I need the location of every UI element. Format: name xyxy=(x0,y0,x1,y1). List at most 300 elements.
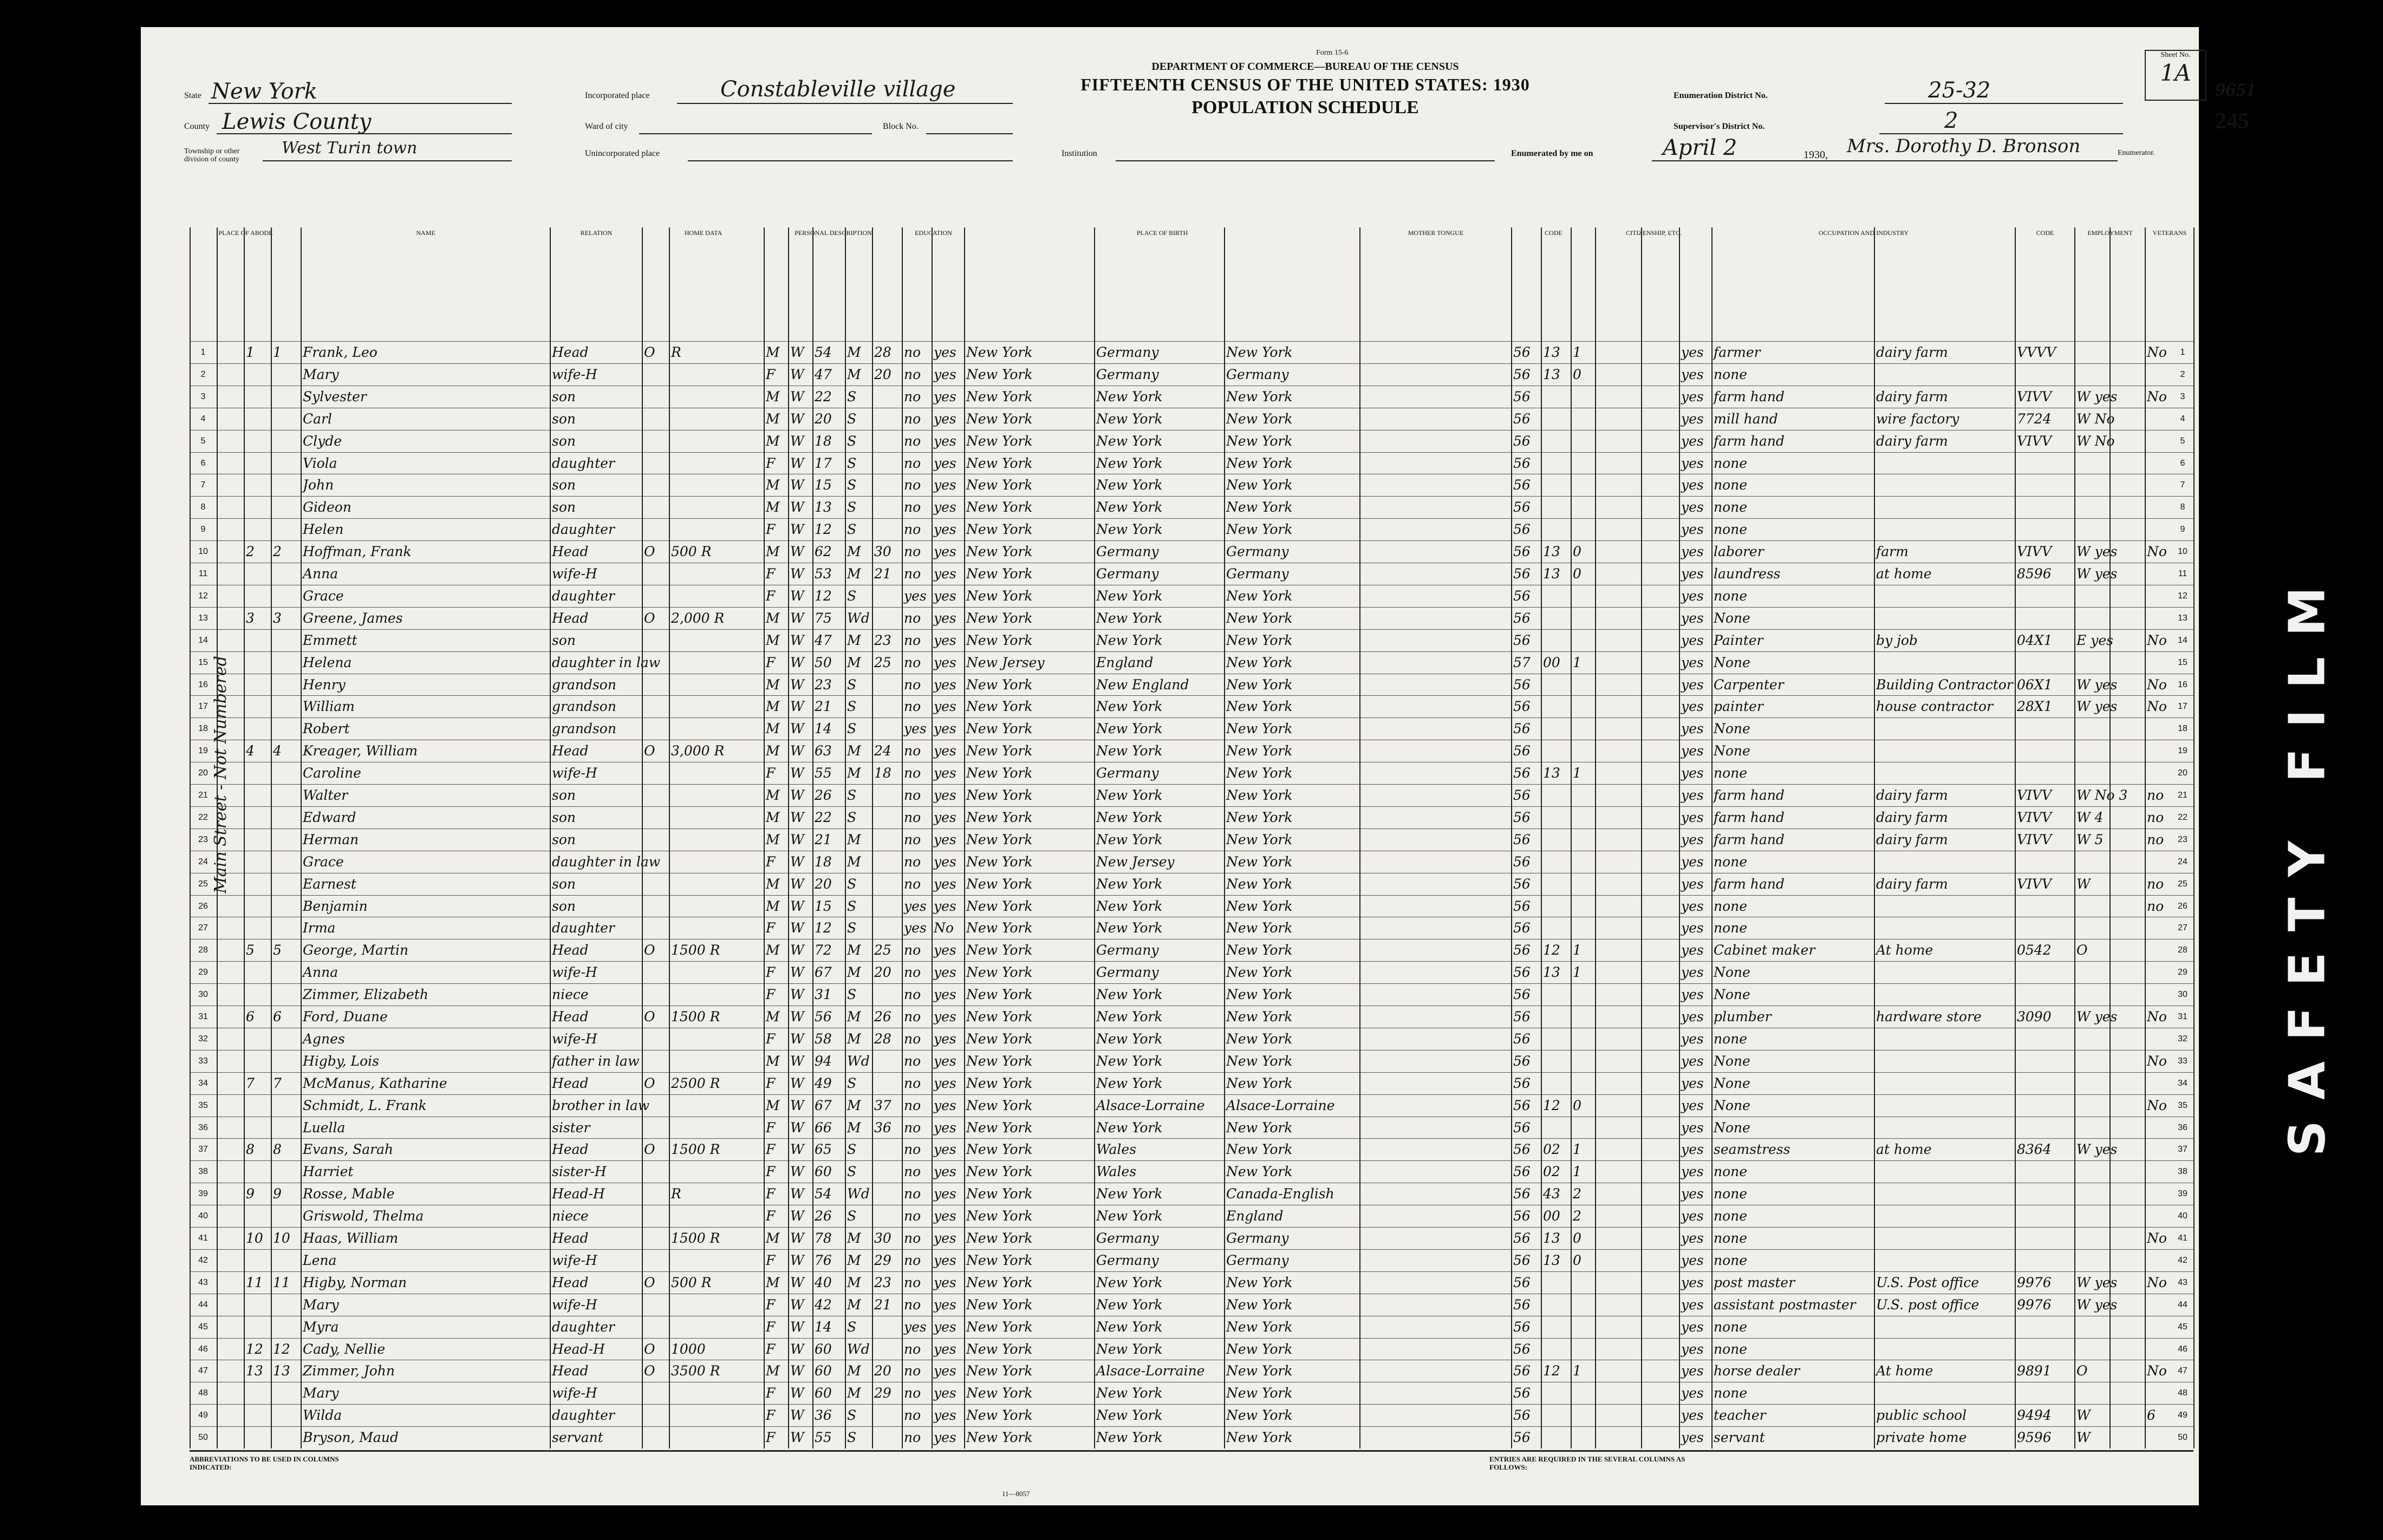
cell-sch: no xyxy=(904,964,921,981)
cell-home xyxy=(644,364,668,386)
cell-emp: W xyxy=(2076,876,2091,892)
cell-code: 56 xyxy=(1513,521,1531,538)
cell-bp: New York xyxy=(966,1296,1033,1313)
cell-sex: F xyxy=(766,1296,776,1313)
cell-bp: New York xyxy=(966,1363,1033,1379)
cell-occ: farm hand xyxy=(1714,831,1785,847)
cell-rel: sister xyxy=(552,1119,590,1136)
cell-c2 xyxy=(1543,1073,1570,1094)
cell-fbp: New York xyxy=(1096,743,1163,759)
cell-c2 xyxy=(1543,1427,1570,1448)
cell-emp: W yes xyxy=(2076,1141,2118,1158)
cell-sex: M xyxy=(766,344,780,360)
enumerator-name: Mrs. Dorothy D. Bronson xyxy=(1847,135,2081,157)
cell-oc xyxy=(2017,1117,2073,1139)
cell-sch: no xyxy=(904,876,921,892)
cell-am xyxy=(874,1405,901,1426)
cell-name: Wilda xyxy=(303,1407,342,1424)
cell-race: W xyxy=(790,1164,804,1180)
cell-cit: yes xyxy=(1681,1097,1704,1113)
cell-name: Frank, Leo xyxy=(303,344,377,360)
cell-ms: S xyxy=(847,809,857,825)
table-row xyxy=(190,474,2193,497)
cell-rel: wife-H xyxy=(552,1385,597,1401)
cell-c2: 00 xyxy=(1543,654,1560,670)
cell-fbp: Germany xyxy=(1096,942,1159,958)
cell-sch: no xyxy=(904,455,921,471)
cell-fam xyxy=(273,430,299,452)
cell-mbp: Germany xyxy=(1226,1252,1289,1268)
cell-ms: S xyxy=(847,455,857,471)
cell-vet: no xyxy=(2147,876,2164,892)
table-row xyxy=(190,496,2193,519)
cell-sex: F xyxy=(766,1341,776,1357)
cell-c2 xyxy=(1543,408,1570,430)
cell-fbp: New York xyxy=(1096,831,1163,847)
cell-sex: M xyxy=(766,676,780,693)
cell-fam: 11 xyxy=(273,1274,290,1290)
cell-fbp: Germany xyxy=(1096,344,1159,360)
cell-ms: S xyxy=(847,1141,857,1158)
cell-ms: S xyxy=(847,1430,857,1446)
column-rule xyxy=(2193,227,2195,1448)
cell-bp: New York xyxy=(966,964,1033,981)
cell-c3 xyxy=(1573,1006,1594,1028)
cell-name: Benjamin xyxy=(303,898,368,914)
cell-sex: M xyxy=(766,898,780,914)
cell-name: Caroline xyxy=(303,765,361,781)
cell-bp: New York xyxy=(966,1186,1033,1202)
cell-dw xyxy=(246,674,270,696)
cell-sch: no xyxy=(904,1164,921,1180)
cell-race: W xyxy=(790,699,804,715)
cell-race: W xyxy=(790,1053,804,1069)
column-rule xyxy=(2074,227,2075,1448)
cell-fbp: New York xyxy=(1096,433,1163,449)
line-number-right: 50 xyxy=(2178,1433,2187,1443)
cell-fbp: New York xyxy=(1096,721,1163,737)
line-number-right: 49 xyxy=(2178,1411,2187,1420)
cell-rel: wife-H xyxy=(552,765,597,781)
cell-emp: W xyxy=(2076,1430,2091,1446)
table-row xyxy=(190,430,2193,453)
cell-bp: New York xyxy=(966,743,1033,759)
cell-age: 42 xyxy=(815,1296,832,1313)
cell-mbp: New York xyxy=(1226,410,1293,427)
cell-mbp: New York xyxy=(1226,1296,1293,1313)
column-header: PERSONAL DESCRIPTION xyxy=(764,227,902,341)
cell-am xyxy=(874,807,901,828)
cell-sex: F xyxy=(766,1385,776,1401)
cell-ind: dairy farm xyxy=(1876,433,1948,449)
column-rule xyxy=(301,227,302,1448)
cell-c2 xyxy=(1543,718,1570,740)
cell-race: W xyxy=(790,1363,804,1379)
cell-sex: M xyxy=(766,477,780,493)
cell-code: 56 xyxy=(1513,1296,1531,1313)
cell-c3 xyxy=(1573,674,1594,696)
cell-fbp: New York xyxy=(1096,410,1163,427)
cell-vet: No xyxy=(2147,676,2167,693)
cell-age: 26 xyxy=(815,787,832,803)
cell-rf xyxy=(671,1028,763,1050)
cell-rd: yes xyxy=(934,1009,956,1025)
cell-sex: M xyxy=(766,1053,780,1069)
cell-race: W xyxy=(790,499,804,515)
cell-name: Higby, Lois xyxy=(303,1053,379,1069)
cell-am: 28 xyxy=(874,344,891,360)
cell-ms: S xyxy=(847,1164,857,1180)
cell-ind: dairy farm xyxy=(1876,809,1948,825)
cell-c2: 13 xyxy=(1543,344,1560,360)
cell-race: W xyxy=(790,1230,804,1246)
cell-home xyxy=(644,1405,668,1426)
cell-rf: 1500 R xyxy=(671,1230,720,1246)
cell-c2: 12 xyxy=(1543,1363,1560,1379)
cell-fbp: New York xyxy=(1096,898,1163,914)
cell-code: 56 xyxy=(1513,1009,1531,1025)
cell-sex: F xyxy=(766,987,776,1003)
cell-oc: VIVV xyxy=(2017,876,2052,892)
cell-sex: F xyxy=(766,765,776,781)
cell-mbp: New York xyxy=(1226,455,1293,471)
cell-rf xyxy=(671,962,763,983)
cell-name: Higby, Norman xyxy=(303,1274,407,1290)
cell-occ: none xyxy=(1714,366,1748,382)
cell-sch: yes xyxy=(904,588,927,604)
table-row xyxy=(190,341,2193,364)
cell-cit: yes xyxy=(1681,1363,1704,1379)
cell-rd: yes xyxy=(934,1141,956,1158)
cell-occ: None xyxy=(1714,610,1750,626)
cell-ms: M xyxy=(847,1385,861,1401)
cell-name: Zimmer, Elizabeth xyxy=(303,987,428,1003)
cell-name: Sylvester xyxy=(303,388,367,404)
cell-name: Mary xyxy=(303,1296,339,1313)
cell-rel: servant xyxy=(552,1430,603,1446)
cell-c3 xyxy=(1573,917,1594,939)
line-number: 23 xyxy=(198,834,208,844)
line-number-right: 31 xyxy=(2178,1012,2187,1021)
column-rule xyxy=(1874,227,1875,1448)
line-number-right: 27 xyxy=(2178,923,2187,933)
cell-mbp: New York xyxy=(1226,1274,1293,1290)
cell-name: William xyxy=(303,699,355,715)
cell-emp: W yes xyxy=(2076,388,2118,404)
cell-ind: farm xyxy=(1876,544,1909,560)
cell-occ: farm hand xyxy=(1714,787,1785,803)
line-number: 25 xyxy=(198,879,208,889)
line-number-right: 6 xyxy=(2180,458,2185,468)
cell-oc: 9976 xyxy=(2017,1296,2052,1313)
cell-rd: yes xyxy=(934,344,956,360)
cell-cit: yes xyxy=(1681,1030,1704,1047)
cell-fam xyxy=(273,984,299,1006)
cell-c3 xyxy=(1573,386,1594,408)
line-number: 39 xyxy=(198,1189,208,1199)
cell-ind: U.S. post office xyxy=(1876,1296,1980,1313)
cell-fam xyxy=(273,1250,299,1271)
cell-rd: yes xyxy=(934,366,956,382)
cell-c2 xyxy=(1543,608,1570,629)
cell-sch: yes xyxy=(904,920,927,936)
column-rule xyxy=(550,227,551,1448)
cell-rel: daughter in law xyxy=(552,853,661,870)
cell-home xyxy=(644,1161,668,1183)
cell-fam xyxy=(273,851,299,873)
cell-cit: yes xyxy=(1681,1164,1704,1180)
cell-rf: 3500 R xyxy=(671,1363,720,1379)
cell-mbp: New York xyxy=(1226,521,1293,538)
cell-oc xyxy=(2017,917,2073,939)
cell-mbp: New York xyxy=(1226,1430,1293,1446)
cell-rf xyxy=(671,829,763,851)
cell-c2: 43 xyxy=(1543,1186,1560,1202)
table-row xyxy=(190,1006,2193,1028)
column-rule xyxy=(1359,227,1360,1448)
cell-rd: yes xyxy=(934,1230,956,1246)
cell-bp: New York xyxy=(966,433,1033,449)
cell-race: W xyxy=(790,987,804,1003)
cell-occ: none xyxy=(1714,853,1748,870)
cell-rel: son xyxy=(552,388,576,404)
cell-occ: none xyxy=(1714,1230,1748,1246)
cell-c3 xyxy=(1573,1316,1594,1338)
cell-c2 xyxy=(1543,1405,1570,1426)
cell-occ: none xyxy=(1714,1341,1748,1357)
cell-c2 xyxy=(1543,1006,1570,1028)
cell-fbp: New York xyxy=(1096,521,1163,538)
cell-bp: New York xyxy=(966,1009,1033,1025)
cell-ind xyxy=(1876,652,2014,674)
cell-home xyxy=(644,829,668,851)
cell-c2 xyxy=(1543,1316,1570,1338)
cell-home xyxy=(644,386,668,408)
county-label: County xyxy=(184,122,210,131)
line-number-right: 46 xyxy=(2178,1344,2187,1354)
cell-occ: post master xyxy=(1714,1274,1795,1290)
cell-cit: yes xyxy=(1681,433,1704,449)
line-number-right: 3 xyxy=(2180,391,2185,401)
cell-mbp: New York xyxy=(1226,743,1293,759)
cell-sex: F xyxy=(766,566,776,582)
cell-rd: No xyxy=(934,920,954,936)
table-row xyxy=(190,917,2193,939)
cell-mbp: New York xyxy=(1226,344,1293,360)
cell-fam xyxy=(273,718,299,740)
cell-home xyxy=(644,453,668,474)
cell-ms: S xyxy=(847,1075,857,1091)
cell-dw: 7 xyxy=(246,1075,255,1091)
cell-am xyxy=(874,1205,901,1227)
cell-vet: No xyxy=(2147,1230,2167,1246)
cell-cit: yes xyxy=(1681,876,1704,892)
cell-ms: S xyxy=(847,410,857,427)
column-rule xyxy=(1571,227,1572,1448)
cell-sch: no xyxy=(904,1208,921,1224)
table-row xyxy=(190,1382,2193,1405)
cell-fbp: New York xyxy=(1096,1053,1163,1069)
cell-race: W xyxy=(790,344,804,360)
cell-code: 56 xyxy=(1513,831,1531,847)
table-row xyxy=(190,895,2193,918)
cell-bp: New York xyxy=(966,920,1033,936)
cell-rd: yes xyxy=(934,1252,956,1268)
cell-am xyxy=(874,785,901,806)
table-row xyxy=(190,939,2193,962)
cell-rel: daughter xyxy=(552,588,615,604)
cell-home xyxy=(644,563,668,585)
column-rule xyxy=(1541,227,1542,1448)
cell-dw xyxy=(246,453,270,474)
cell-dw xyxy=(246,1095,270,1117)
cell-fam: 9 xyxy=(273,1186,282,1202)
cell-ms: Wd xyxy=(847,1186,870,1202)
cell-age: 60 xyxy=(815,1385,832,1401)
cell-fbp: New York xyxy=(1096,1186,1163,1202)
cell-code: 56 xyxy=(1513,1319,1531,1335)
cell-home xyxy=(644,785,668,806)
cell-rf xyxy=(671,917,763,939)
cell-am xyxy=(874,1050,901,1072)
cell-home xyxy=(644,917,668,939)
cell-c3 xyxy=(1573,408,1594,430)
cell-cit: yes xyxy=(1681,1407,1704,1424)
cell-name: Clyde xyxy=(303,433,342,449)
column-rule xyxy=(1641,227,1642,1448)
cell-age: 20 xyxy=(815,876,832,892)
column-rule xyxy=(964,227,965,1448)
cell-emp: O xyxy=(2076,942,2088,958)
cell-mbp: New York xyxy=(1226,964,1293,981)
cell-cit: yes xyxy=(1681,721,1704,737)
cell-rf xyxy=(671,1427,763,1448)
cell-fam xyxy=(273,1294,299,1316)
cell-bp: New York xyxy=(966,898,1033,914)
cell-age: 66 xyxy=(815,1119,832,1136)
cell-oc xyxy=(2017,608,2073,629)
cell-am xyxy=(874,1339,901,1360)
cell-dw xyxy=(246,630,270,651)
cell-home xyxy=(644,896,668,917)
cell-name: Anna xyxy=(303,566,338,582)
cell-fam xyxy=(273,1316,299,1338)
table-row xyxy=(190,1271,2193,1294)
line-number: 36 xyxy=(198,1123,208,1132)
cell-cit: yes xyxy=(1681,699,1704,715)
line-number-right: 30 xyxy=(2178,990,2187,1000)
cell-sex: F xyxy=(766,1141,776,1158)
cell-c3 xyxy=(1573,585,1594,607)
cell-dw xyxy=(246,829,270,851)
cell-mbp: New York xyxy=(1226,787,1293,803)
cell-mbp: New York xyxy=(1226,765,1293,781)
cell-cit: yes xyxy=(1681,743,1704,759)
line-number-right: 48 xyxy=(2178,1388,2187,1398)
cell-sch: no xyxy=(904,831,921,847)
cell-fam: 2 xyxy=(273,544,282,560)
cell-vet: No xyxy=(2147,544,2167,560)
cell-age: 17 xyxy=(815,455,832,471)
cell-bp: New York xyxy=(966,410,1033,427)
column-header: HOME DATA xyxy=(642,227,764,341)
cell-code: 56 xyxy=(1513,1097,1531,1113)
line-number-right: 38 xyxy=(2178,1167,2187,1177)
cell-occ: plumber xyxy=(1714,1009,1772,1025)
cell-rel: father in law xyxy=(552,1053,640,1069)
cell-rd: yes xyxy=(934,1053,956,1069)
line-number-right: 33 xyxy=(2178,1056,2187,1066)
table-row xyxy=(190,784,2193,807)
cell-ms: M xyxy=(847,1009,861,1025)
cell-fam xyxy=(273,630,299,651)
cell-vet: no xyxy=(2147,787,2164,803)
cell-ms: M xyxy=(847,831,861,847)
cell-ind xyxy=(1876,608,2014,629)
cell-ind: hardware store xyxy=(1876,1009,1982,1025)
line-number: 32 xyxy=(198,1034,208,1043)
cell-c2: 13 xyxy=(1543,1252,1560,1268)
cell-sch: no xyxy=(904,566,921,582)
cell-age: 47 xyxy=(815,366,832,382)
cell-age: 55 xyxy=(815,1430,832,1446)
cell-name: Grace xyxy=(303,853,344,870)
cell-ind: by job xyxy=(1876,632,1918,648)
column-rule xyxy=(932,227,933,1448)
cell-race: W xyxy=(790,920,804,936)
cell-am xyxy=(874,519,901,540)
cell-sex: M xyxy=(766,743,780,759)
cell-rel: daughter xyxy=(552,1319,615,1335)
cell-cit: yes xyxy=(1681,765,1704,781)
cell-rf: R xyxy=(671,1186,681,1202)
cell-sex: F xyxy=(766,1319,776,1335)
cell-dw: 11 xyxy=(246,1274,263,1290)
cell-ms: S xyxy=(847,388,857,404)
cell-rel: Head xyxy=(552,1274,589,1290)
cell-ms: M xyxy=(847,1230,861,1246)
cell-fbp: Germany xyxy=(1096,1230,1159,1246)
cell-race: W xyxy=(790,1030,804,1047)
cell-ms: Wd xyxy=(847,1341,870,1357)
cell-sex: M xyxy=(766,499,780,515)
cell-code: 56 xyxy=(1513,344,1531,360)
cell-bp: New York xyxy=(966,499,1033,515)
line-number: 19 xyxy=(198,746,208,756)
line-number: 40 xyxy=(198,1211,208,1221)
cell-c3: 1 xyxy=(1573,765,1581,781)
cell-ms: S xyxy=(847,521,857,538)
cell-cit: yes xyxy=(1681,1075,1704,1091)
cell-rd: yes xyxy=(934,1385,956,1401)
cell-vet: No xyxy=(2147,1009,2167,1025)
cell-rf xyxy=(671,807,763,828)
cell-mbp: New York xyxy=(1226,920,1293,936)
table-row xyxy=(190,674,2193,696)
cell-home: O xyxy=(644,1274,655,1290)
cell-age: 12 xyxy=(815,521,832,538)
cell-occ: mill hand xyxy=(1714,410,1778,427)
cell-age: 72 xyxy=(815,942,832,958)
cell-cit: yes xyxy=(1681,898,1704,914)
cell-race: W xyxy=(790,1009,804,1025)
cell-rd: yes xyxy=(934,876,956,892)
cell-c3 xyxy=(1573,984,1594,1006)
cell-ind xyxy=(1876,1250,2014,1271)
cell-race: W xyxy=(790,1252,804,1268)
cell-c2: 13 xyxy=(1543,1230,1560,1246)
cell-c2 xyxy=(1543,1339,1570,1360)
